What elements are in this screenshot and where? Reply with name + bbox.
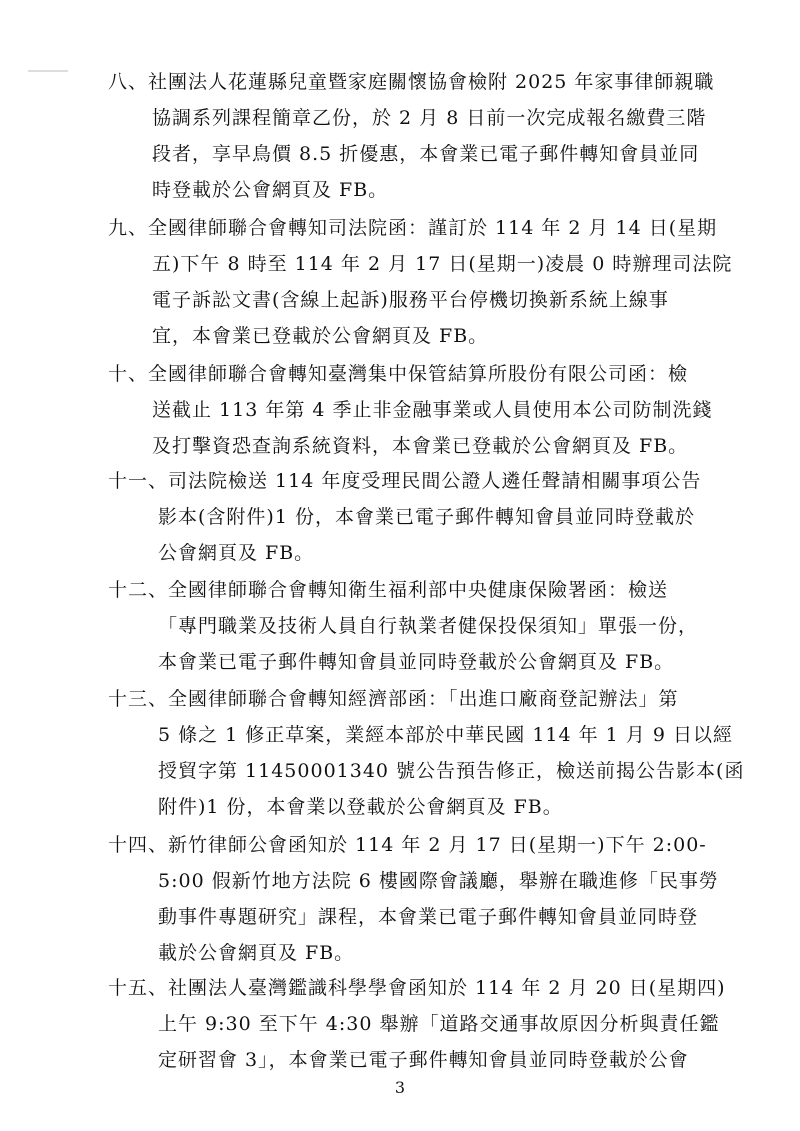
item-text-line: 十一、司法院檢送 114 年度受理民間公證人遴任聲請相關事項公告 xyxy=(108,470,702,492)
item-text-line: 電子訴訟文書(含線上起訴)服務平台停機切換新系統上線事 xyxy=(152,289,669,311)
item-text-line: 時登載於公會網頁及 FB。 xyxy=(152,179,389,201)
list-item-13 xyxy=(108,681,748,825)
item-text-line: 授貿字第 11450001340 號公告預告修正，檢送前揭公告影本(函 xyxy=(158,760,745,782)
item-text-line: 公會網頁及 FB。 xyxy=(158,542,315,564)
item-text-line: 段者，享早鳥價 8.5 折優惠，本會業已電子郵件轉知會員並同 xyxy=(152,143,700,165)
item-text-line: 影本(含附件)1 份，本會業已電子郵件轉知會員並同時登載於 xyxy=(158,506,695,528)
list-item-11 xyxy=(108,463,748,571)
item-text-line: 送截止 113 年第 4 季止非金融事業或人員使用本公司防制洗錢 xyxy=(152,399,713,421)
item-text-line: 本會業已電子郵件轉知會員並同時登載於公會網頁及 FB。 xyxy=(158,651,675,673)
item-text-line: 定研習會 3」，本會業已電子郵件轉知會員並同時登載於公會 xyxy=(158,1049,689,1071)
item-text-line: 八、社團法人花蓮縣兒童暨家庭關懷協會檢附 2025 年家事律師親職 xyxy=(108,71,715,93)
list-item-12 xyxy=(108,572,748,680)
list-item-14 xyxy=(108,827,748,971)
item-text-line: 附件)1 份，本會業以登載於公會網頁及 FB。 xyxy=(158,796,563,818)
item-text-line: 5:00 假新竹地方法院 6 樓國際會議廳，舉辦在職進修「民事勞 xyxy=(158,870,719,892)
item-text-line: 十三、全國律師聯合會轉知經濟部函：「出進口廠商登記辦法」第 xyxy=(108,688,679,710)
item-text-line: 「專門職業及技術人員自行執業者健保投保須知」單張一份， xyxy=(158,615,699,637)
item-text-line: 五)下午 8 時至 114 年 2 月 17 日(星期一)凌晨 0 時辦理司法院 xyxy=(152,253,733,275)
item-text-line: 十四、新竹律師公會函知於 114 年 2 月 17 日(星期一)下午 2:00- xyxy=(108,834,707,856)
item-text-line: 及打擊資恐查詢系統資料，本會業已登載於公會網頁及 FB。 xyxy=(152,435,689,457)
item-text-line: 協調系列課程簡章乙份，於 2 月 8 日前一次完成報名繳費三階 xyxy=(152,107,707,129)
item-text-line: 上午 9:30 至下午 4:30 舉辦「道路交通事故原因分析與責任鑑 xyxy=(158,1013,720,1035)
list-item-10 xyxy=(108,356,748,464)
scan-artifact xyxy=(28,70,68,72)
item-text-line: 宜，本會業已登載於公會網頁及 FB。 xyxy=(152,325,489,347)
item-text-line: 動事件專題研究」課程，本會業已電子郵件轉知會員並同時登 xyxy=(158,906,699,928)
item-text-line: 十五、社團法人臺灣鑑識科學學會函知於 114 年 2 月 20 日(星期四) xyxy=(108,977,726,999)
page-number: 3 xyxy=(394,1078,406,1097)
item-text-line: 十二、全國律師聯合會轉知衛生福利部中央健康保險署函：檢送 xyxy=(108,579,669,601)
list-item-9 xyxy=(108,210,748,354)
list-item-15 xyxy=(108,970,748,1078)
item-text-line: 九、全國律師聯合會轉知司法院函：謹訂於 114 年 2 月 14 日(星期 xyxy=(108,217,718,239)
item-text-line: 十、全國律師聯合會轉知臺灣集中保管結算所股份有限公司函：檢 xyxy=(108,363,689,385)
item-text-line: 載於公會網頁及 FB。 xyxy=(158,942,355,964)
list-item-8 xyxy=(108,64,748,208)
item-text-line: 5 條之 1 修正草案，業經本部於中華民國 114 年 1 月 9 日以經 xyxy=(158,724,733,746)
